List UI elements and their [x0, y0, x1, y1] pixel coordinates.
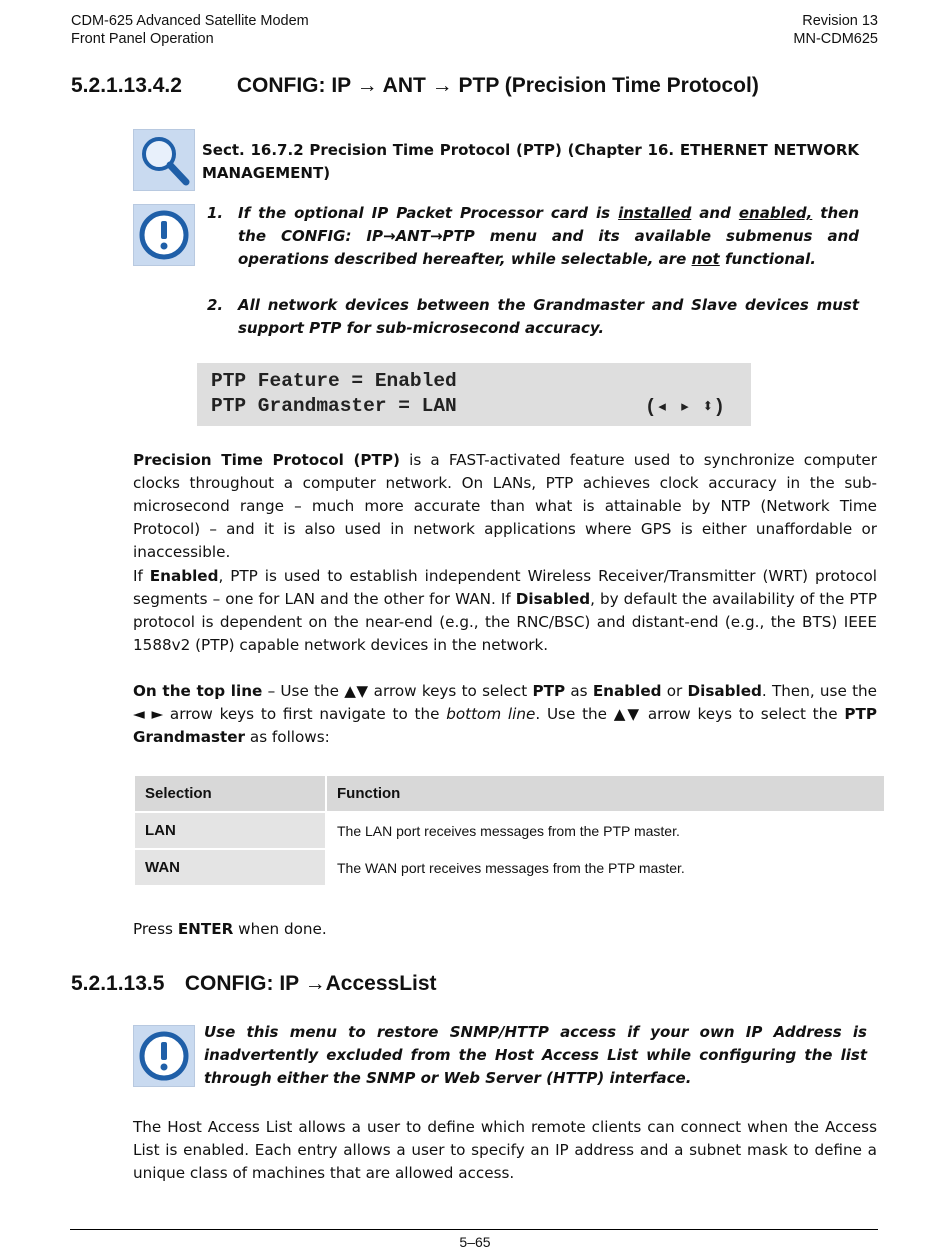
- warning-item-1: 1. If the optional IP Packet Processor card is installed and enabled, then the CONFIG: IP→ANT→PTP menu and its available submenus and operations described hereafter, while selectable, are not functional.: [207, 204, 859, 268]
- section-number: 5.2.1.13.4.2: [71, 74, 182, 97]
- header-doc-id: MN-CDM625: [793, 31, 878, 47]
- press-enter-text: Press ENTER when done.: [133, 920, 327, 938]
- lcd-line-2: PTP Grandmaster = LAN: [211, 395, 457, 417]
- section-title: CONFIG: IP →AccessList: [184, 972, 437, 995]
- lcd-display: [197, 363, 751, 426]
- page-header-right: [793, 12, 878, 48]
- column-header-function: Function: [327, 776, 884, 811]
- header-revision: Revision 13: [802, 13, 878, 29]
- table-row: [135, 850, 884, 885]
- table-cell-function: The LAN port receives messages from the PTP master.: [327, 813, 884, 848]
- warning-item-2: 2. All network devices between the Grandmaster and Slave devices must support PTP for sub-microsecond accuracy.: [207, 296, 859, 337]
- enabled-text: enabled,: [738, 204, 813, 222]
- page-header-left: [71, 12, 309, 48]
- page-number: 5–65: [459, 1234, 491, 1250]
- table-header-row: [135, 776, 884, 811]
- warning-list: [207, 202, 859, 340]
- paragraph-host-access-list: The Host Access List allows a user to define which remote clients can connect when the Access List is enabled. Each entry allows a user to specify an IP address and a subnet mask to define a unique class of machines that are allowed access.: [133, 1118, 877, 1182]
- exclamation-icon: [133, 1025, 195, 1087]
- section-heading-accesslist: [71, 972, 437, 996]
- installed-text: installed: [618, 204, 692, 222]
- table-cell-function: The WAN port receives messages from the PTP master.: [327, 850, 884, 885]
- column-header-selection: Selection: [135, 776, 325, 811]
- lcd-line-1: PTP Feature = Enabled: [211, 370, 457, 392]
- table-cell-selection: WAN: [135, 850, 325, 885]
- reference-note: Sect. 16.7.2 Precision Time Protocol (PTP) (Chapter 16. ETHERNET NETWORK MANAGEMENT): [202, 141, 859, 182]
- accesslist-warning: Use this menu to restore SNMP/HTTP access if your own IP Address is inadvertently excluded from the Host Access List while configuring the list through either the SNMP or Web Server (HTTP) interface.: [204, 1023, 867, 1087]
- table-row: [135, 813, 884, 848]
- selection-table: [133, 774, 886, 887]
- header-chapter: Front Panel Operation: [71, 31, 214, 47]
- magnifier-icon: [133, 129, 195, 191]
- table-cell-selection: LAN: [135, 813, 325, 848]
- not-text: not: [691, 250, 720, 268]
- arrow-keys-icon: (◂ ▸ ⬍): [645, 396, 725, 418]
- header-product: CDM-625 Advanced Satellite Modem: [71, 13, 309, 29]
- paragraph-ptp-intro: Precision Time Protocol (PTP) is a FAST-activated feature used to synchronize computer clocks throughout a computer network. On LANs, PTP achieves clock accuracy in the sub-microsecond range – much more accurate than what is attainable by NTP (Network Time Protocol) – and it is also used in network applications where GPS is either unaffordable or inaccessible.: [133, 451, 877, 561]
- exclamation-icon: [133, 204, 195, 266]
- section-number: 5.2.1.13.5: [71, 972, 165, 995]
- section-heading-ptp: [71, 74, 759, 98]
- section-title: CONFIG: IP → ANT → PTP (Precision Time Protocol): [236, 74, 759, 97]
- footer-divider: [70, 1229, 878, 1230]
- paragraph-instructions: On the top line – Use the ▲▼ arrow keys to select PTP as Enabled or Disabled. Then, use the ◄ ► arrow keys to first navigate to the bottom line. Use the ▲▼ arrow keys to select the PTP Grandmaster as follows:: [133, 682, 878, 746]
- paragraph-enabled-disabled: If Enabled, PTP is used to establish independent Wireless Receiver/Transmitter (WRT) protocol segments – one for LAN and the other for WAN. If Disabled, by default the availability of the PTP protocol is dependent on the near-end (e.g., the RNC/BSC) and distant-end (e.g., the BTS) IEEE 1588v2 (PTP) capable network devices in the network.: [133, 567, 877, 654]
